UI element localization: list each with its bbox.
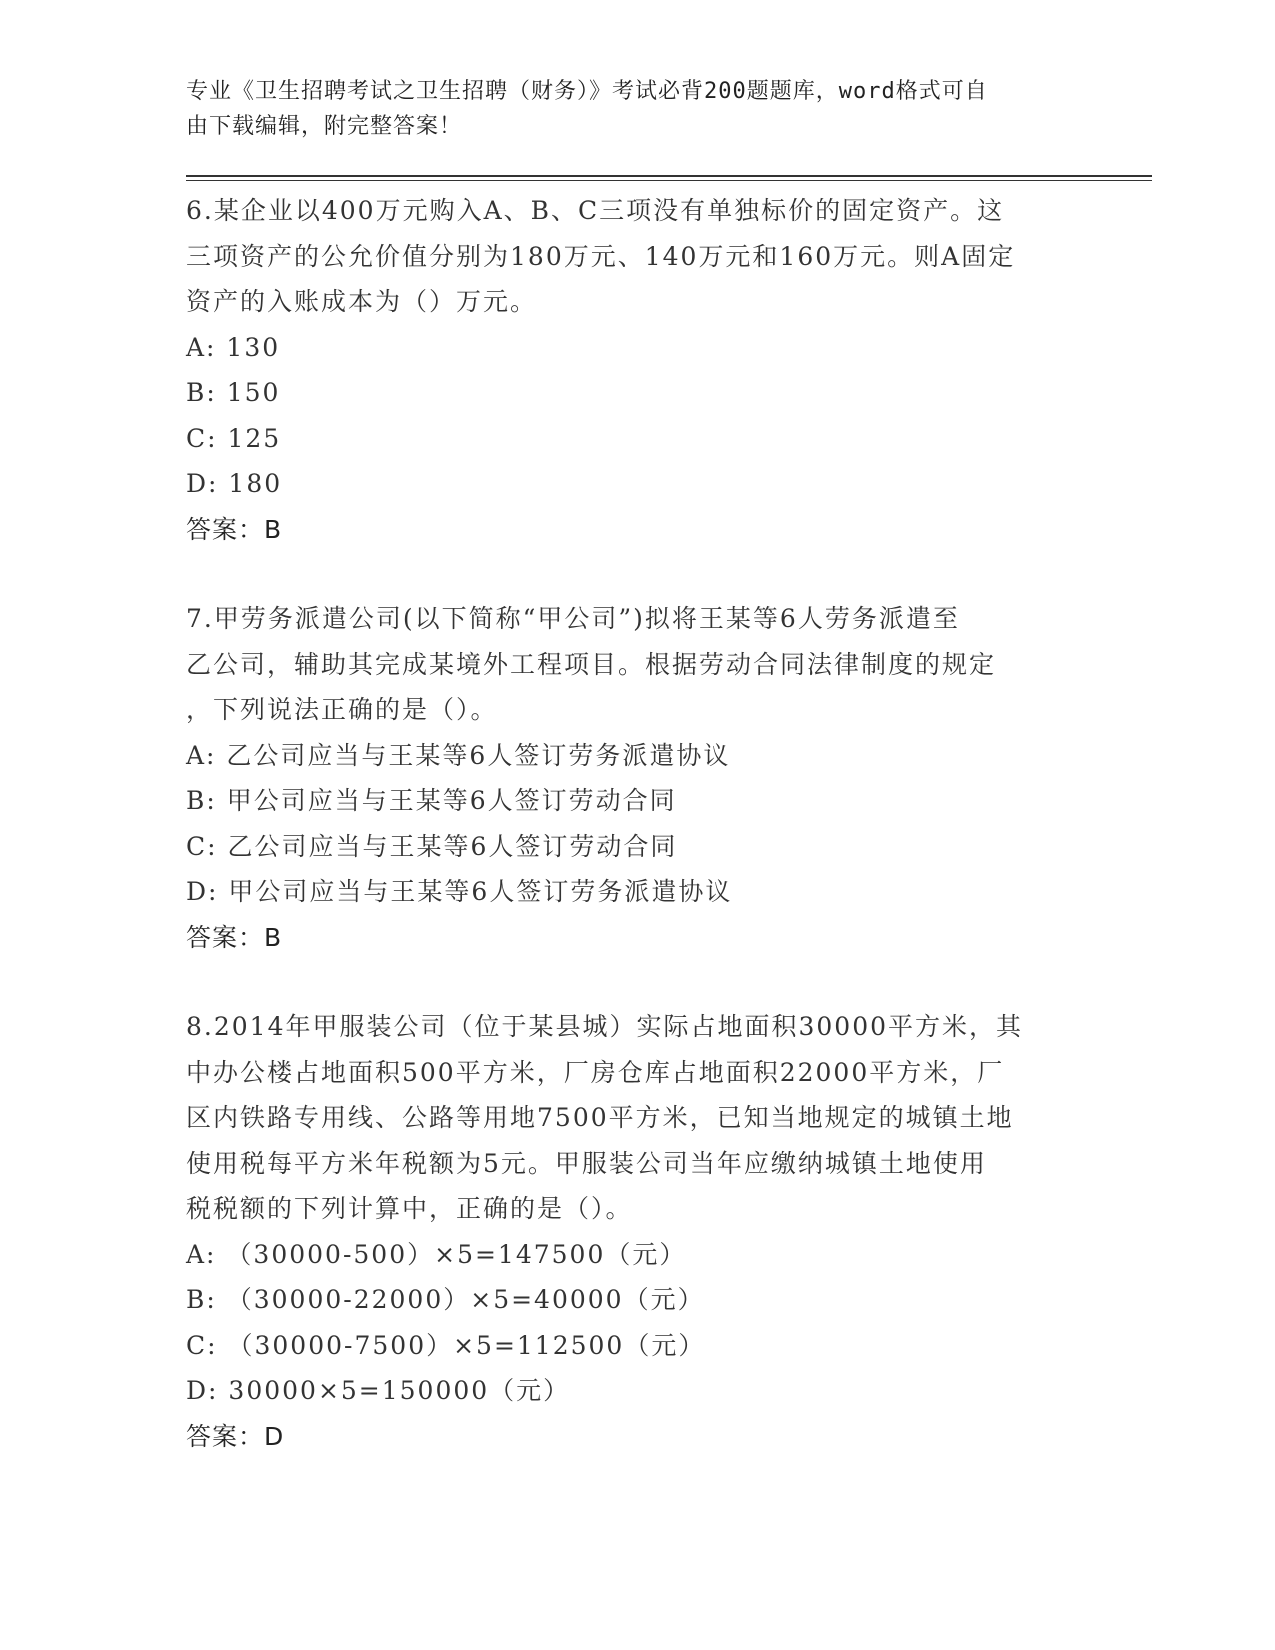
- option-d: D: 180: [186, 469, 283, 498]
- question-8: [186, 1004, 1086, 1459]
- document-header: [186, 74, 1066, 144]
- question-stem-line: 乙公司，辅助其完成某境外工程项目。根据劳动合同法律制度的规定: [186, 649, 997, 679]
- question-stem-line: 6.某企业以400万元购入A、B、C三项没有单独标价的固定资产。这: [186, 196, 1005, 225]
- option-c: C: 乙公司应当与王某等6人签订劳动合同: [186, 831, 678, 861]
- answer-label: 答案：D: [186, 1421, 285, 1451]
- answer-label: 答案：B: [186, 922, 283, 952]
- option-b: B: （30000-22000）×5=40000（元）: [186, 1285, 705, 1314]
- question-stem-line: 8.2014年甲服装公司（位于某县城）实际占地面积30000平方米，其: [186, 1012, 1024, 1041]
- question-stem-line: 7.甲劳务派遣公司(以下简称“甲公司”)拟将王某等6人劳务派遣至: [186, 604, 960, 633]
- question-6: [186, 188, 1086, 552]
- header-intro-line: 由下载编辑，附完整答案！: [186, 114, 463, 139]
- option-d: D: 甲公司应当与王某等6人签订劳务派遣协议: [186, 877, 733, 906]
- option-b: B: 甲公司应当与王某等6人签订劳动合同: [186, 786, 677, 815]
- option-a: A: 130: [186, 332, 281, 362]
- question-stem-line: ，下列说法正确的是（）。: [186, 695, 498, 724]
- answer-label: 答案：B: [186, 514, 283, 544]
- option-c: C: 125: [186, 423, 282, 453]
- option-b: B: 150: [186, 378, 281, 407]
- option-a: A: （30000-500）×5=147500（元）: [186, 1239, 687, 1269]
- question-stem-line: 区内铁路专用线、公路等用地7500平方米，已知当地规定的城镇土地: [186, 1103, 1014, 1132]
- header-intro-line: 专业《卫生招聘考试之卫生招聘（财务）》考试必背200题题库，word格式可自: [186, 79, 988, 104]
- question-stem-line: 三项资产的公允价值分别为180万元、140万元和160万元。则A固定: [186, 241, 1016, 271]
- question-stem-line: 资产的入账成本为（）万元。: [186, 287, 538, 316]
- question-7: [186, 596, 1086, 960]
- option-d: D: 30000×5=150000（元）: [186, 1376, 571, 1405]
- question-stem-line: 税税额的下列计算中，正确的是（）。: [186, 1194, 633, 1223]
- question-stem-line: 使用税每平方米年税额为5元。甲服装公司当年应缴纳城镇土地使用: [186, 1148, 987, 1178]
- question-stem-line: 中办公楼占地面积500平方米，厂房仓库占地面积22000平方米，厂: [186, 1057, 1005, 1087]
- option-c: C: （30000-7500）×5=112500（元）: [186, 1330, 706, 1360]
- header-divider: [186, 175, 1152, 181]
- option-a: A: 乙公司应当与王某等6人签订劳务派遣协议: [186, 740, 731, 770]
